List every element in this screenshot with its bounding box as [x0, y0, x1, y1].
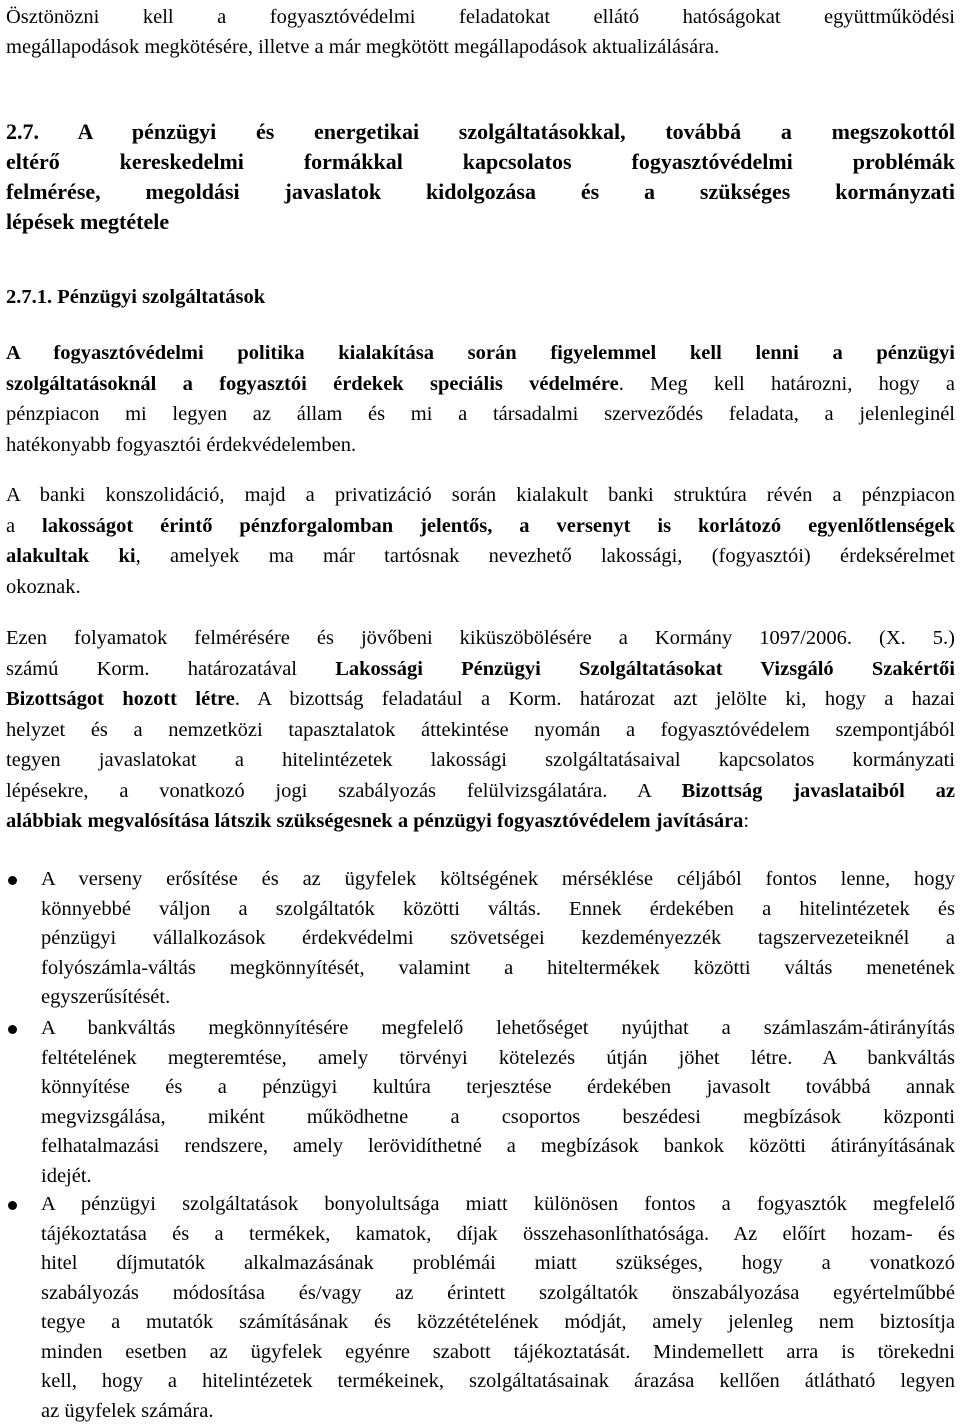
text-line: A fogyasztóvédelmi politika kialakítása során figyelemmel kell lenni a pénzügyi [6, 338, 955, 369]
text-line: szabályozás módosítása és/vagy az érintett szolgáltatók önszabályozása egyértelműbbé [41, 1279, 955, 1309]
text-line: hatékonyabb fogyasztói érdekvédelemben. [6, 430, 955, 461]
section-heading-2-7-1 [6, 283, 955, 311]
text-line [6, 541, 955, 572]
text-line [6, 369, 955, 400]
text-line: feltételének megteremtése, amely törvényi kötelezés útján jöhet létre. A bankváltás [41, 1044, 955, 1074]
text-line: okoznak. [6, 572, 955, 603]
text-line: hitel díjmutatók alkalmazásának problémái miatt szükséges, hogy a vonatkozó [41, 1249, 955, 1279]
list-item-text [41, 1014, 955, 1191]
text-line: A pénzügyi szolgáltatások bonyolultsága miatt különösen fontos a fogyasztók megfelelő [41, 1190, 955, 1220]
text-line [6, 684, 955, 715]
heading-line: 2.7. A pénzügyi és energetikai szolgáltatásokkal, továbbá a megszokottól [6, 117, 955, 147]
text-span: : [743, 810, 749, 832]
text-line: A banki konszolidáció, majd a privatizáció során kialakult banki struktúra révén a pénzpiacon [6, 480, 955, 511]
text-line: felhatalmazási rendszere, amely lerövidíthetné a megbízások bankok közötti átirányításának [41, 1132, 955, 1162]
text-span: a [6, 515, 42, 537]
text-line: pénzpiacon mi legyen az állam és mi a társadalmi szerveződés feladata, a jelenleginél [6, 399, 955, 430]
paragraph-financial-policy [6, 338, 955, 460]
text-line: tegyen javaslatokat a hitelintézetek lakossági szolgáltatásaival kapcsolatos kormányzati [6, 745, 955, 776]
text-span: . A bizottság feladatául a Korm. határozat azt jelölte ki, hogy a hazai [235, 688, 955, 710]
list-item-text [41, 1190, 955, 1426]
bullet-icon [8, 876, 17, 885]
bold-text: alakultak ki [6, 545, 136, 567]
text-line: tájékoztatása és a termékek, kamatok, díjak összehasonlíthatósága. Az előírt hozam- és [41, 1220, 955, 1250]
text-line [6, 776, 955, 807]
heading-line: lépések megtétele [6, 207, 955, 237]
text-span: . Meg kell határozni, hogy a [619, 373, 955, 395]
text-line: pénzügyi vállalkozások érdekvédelmi szövetségei kezdeményezzék tagszervezeteiknél a [41, 924, 955, 954]
text-line: helyzet és a nemzetközi tapasztalatok áttekintése nyomán a fogyasztóvédelem szempontjából [6, 715, 955, 746]
subheading-text: 2.7.1. Pénzügyi szolgáltatások [6, 283, 955, 311]
paragraph-bank-consolidation [6, 480, 955, 602]
text-line: megvizsgálása, miként működhetne a csoportos beszédesi megbízások központi [41, 1103, 955, 1133]
text-line: megállapodások megkötésére, illetve a már megkötött megállapodások aktualizálására. [6, 32, 955, 62]
heading-line: eltérő kereskedelmi formákkal kapcsolatos fogyasztóvédelmi problémák [6, 147, 955, 177]
bold-text: alábbiak megvalósítása látszik szükségesnek a pénzügyi fogyasztóvédelem javítására [6, 810, 743, 832]
text-line: folyószámla-váltás megkönnyítését, valamint a hiteltermékek közötti váltás menetének [41, 954, 955, 984]
text-line [6, 654, 955, 685]
text-line: az ügyfelek számára. [41, 1397, 955, 1426]
bold-text: szolgáltatásoknál a fogyasztói érdekek speciális védelmére [6, 373, 619, 395]
text-line: könnyítése és a pénzügyi kultúra terjesztése érdekében javasolt továbbá annak [41, 1073, 955, 1103]
text-line: Ezen folyamatok felmérésére és jövőbeni kiküszöbölésére a Kormány 1097/2006. (X. 5.) [6, 623, 955, 654]
bold-text: Bizottság javaslataiból az [682, 780, 955, 802]
text-line: A verseny erősítése és az ügyfelek költségének mérséklése céljából fontos lenne, hogy [41, 865, 955, 895]
heading-line: felmérése, megoldási javaslatok kidolgozása és a szükséges kormányzati [6, 177, 955, 207]
text-line: egyszerűsítését. [41, 983, 955, 1013]
bullet-icon [8, 1025, 17, 1034]
text-line: könnyebbé váljon a szolgáltatók közötti váltás. Ennek érdekében a hitelintézetek és [41, 895, 955, 925]
text-span: számú Korm. határozatával [6, 658, 335, 680]
list-item-text [41, 865, 955, 1013]
bold-text: lakosságot érintő pénzforgalomban jelentős, a versenyt is korlátozó egyenlőtlenségek [42, 515, 955, 537]
text-line: idejét. [41, 1162, 955, 1192]
intro-paragraph [6, 2, 955, 62]
text-line: Ösztönözni kell a fogyasztóvédelmi feladatokat ellátó hatóságokat együttműködési [6, 2, 955, 32]
text-line: A bankváltás megkönnyítésére megfelelő lehetőséget nyújthat a számlaszám-átirányítás [41, 1014, 955, 1044]
bold-text: Bizottságot hozott létre [6, 688, 235, 710]
text-span: , amelyek ma már tartósnak nevezhető lakossági, (fogyasztói) érdeksérelmet [136, 545, 955, 567]
text-line: tegye a mutatók számításának és közzétételének módját, amely jelenleg nem biztosítja [41, 1308, 955, 1338]
bullet-icon [8, 1201, 17, 1210]
text-line [6, 511, 955, 542]
bold-text: Lakossági Pénzügyi Szolgáltatásokat Vizsgáló Szakértői [335, 658, 955, 680]
text-line: kell, hogy a hitelintézetek termékeinek, szolgáltatásainak árazása kellően átlátható legyen [41, 1367, 955, 1397]
text-line [6, 806, 955, 837]
paragraph-government-resolution [6, 623, 955, 837]
section-heading-2-7 [6, 117, 955, 237]
text-span: lépésekre, a vonatkozó jogi szabályozás felülvizsgálatára. A [6, 780, 682, 802]
text-line: minden esetben az ügyfelek egyénre szabott tájékoztatását. Mindemellett arra is törekedni [41, 1338, 955, 1368]
